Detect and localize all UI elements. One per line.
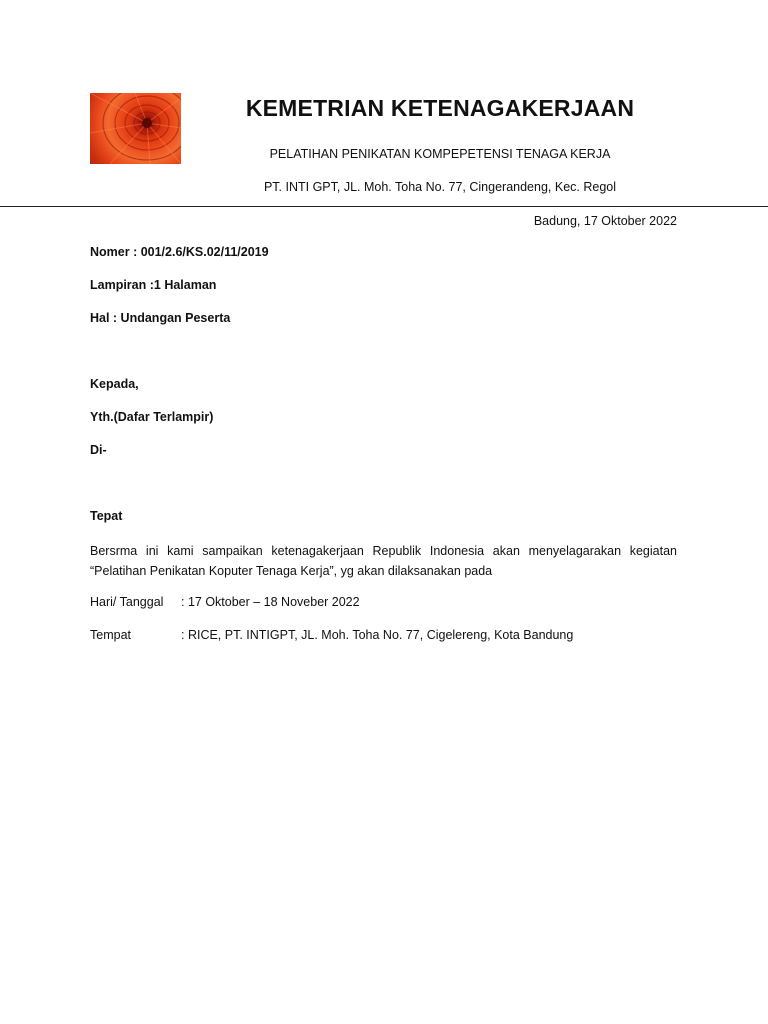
recipient-greeting: Kepada,	[90, 377, 139, 391]
venue-value: : RICE, PT. INTIGPT, JL. Moh. Toha No. 77, Cigelereng, Kota Bandung	[181, 628, 574, 642]
letterhead-subtitle: PELATIHAN PENIKATAN KOMPEPETENSI TENAGA KERJA	[269, 147, 611, 161]
letter-date: Badung, 17 Oktober 2022	[533, 214, 677, 228]
letterhead-title: KEMETRIAN KETENAGAKERJAAN	[245, 95, 635, 121]
letter-attachment: Lampiran :1 Halaman	[90, 278, 217, 292]
recipient-place: Tepat	[90, 509, 123, 523]
letter-number: Nomer : 001/2.6/KS.02/11/2019	[90, 245, 269, 259]
recipient-name: Yth.(Dafar Terlampir)	[90, 410, 214, 424]
venue-row	[90, 628, 573, 642]
schedule-row	[90, 595, 360, 609]
letter-subject: Hal : Undangan Peserta	[90, 311, 231, 325]
body-paragraph: Bersrma ini kami sampaikan ketenagakerjaan Republik Indonesia akan menyelagarakan kegiatan “Pelatihan Penikatan Koputer Tenaga Kerja”, yg akan dilaksanakan pada	[90, 544, 677, 578]
flower-logo-icon	[90, 93, 181, 164]
header-divider	[0, 206, 768, 207]
schedule-value: : 17 Oktober – 18 Noveber 2022	[181, 595, 360, 609]
schedule-label: Hari/ Tanggal	[90, 595, 164, 609]
letterhead-address: PT. INTI GPT, JL. Moh. Toha No. 77, Cingerandeng, Kec. Regol	[263, 180, 617, 194]
venue-label: Tempat	[90, 628, 131, 642]
recipient-location: Di-	[90, 443, 107, 457]
